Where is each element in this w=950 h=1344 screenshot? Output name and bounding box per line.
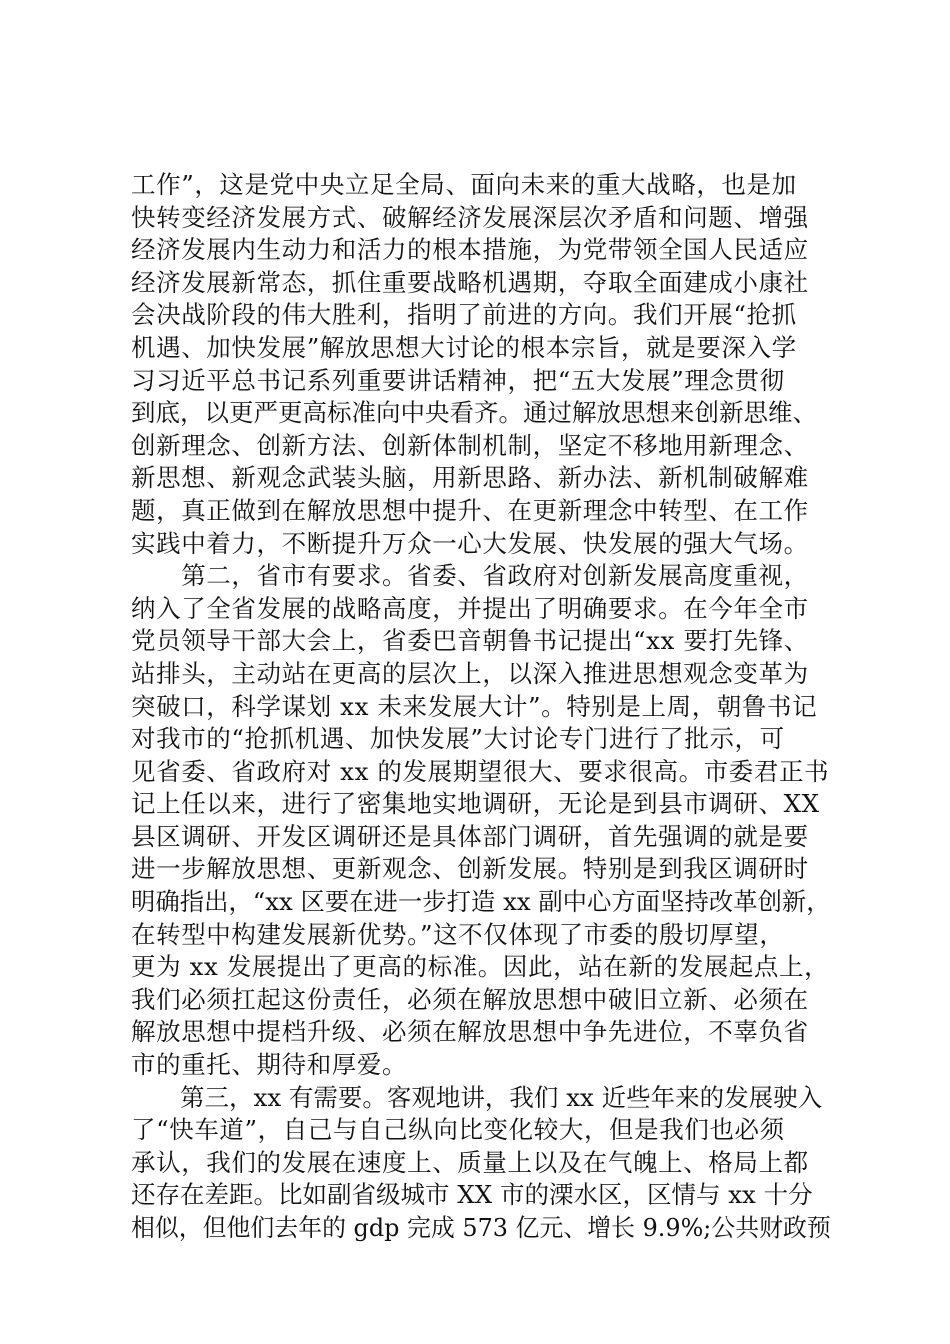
paragraph-start-line: 第二，省市有要求。省委、省政府对创新发展高度重视， [131, 561, 809, 591]
text-line: 县区调研、开发区调研还是具体部门调研，首先强调的就是要 [131, 821, 809, 851]
text-line: 相似，但他们去年的 gdp 完成 573 亿元、增长 9.9%;公共财政预 [131, 1213, 831, 1242]
text-line: 新思想、新观念武装头脑，用新思路、新办法、新机制破解难 [131, 463, 809, 493]
text-line: 明确指出，“xx 区要在进一步打造 xx 副中心方面坚持改革创新， [131, 887, 831, 917]
text-line: 了“快车道”，自己与自己纵向比变化较大，但是我们也必须 [131, 1115, 785, 1145]
paragraph-start-line: 第三，xx 有需要。客观地讲，我们 xx 近些年来的发展驶入 [131, 1082, 823, 1112]
text-line: 快转变经济发展方式、破解经济发展深层次矛盾和问题、增强 [131, 202, 809, 232]
text-line: 习习近平总书记系列重要讲话精神，把“五大发展”理念贯彻 [131, 365, 785, 395]
text-line: 我们必须扛起这份责任，必须在解放思想中破旧立新、必须在 [131, 984, 809, 1014]
text-line: 实践中着力，不断提升万众一心大发展、快发展的强大气场。 [131, 528, 809, 558]
text-line: 记上任以来，进行了密集地实地调研，无论是到县市调研、XX [131, 789, 820, 819]
text-line: 进一步解放思想、更新观念、创新发展。特别是到我区调研时 [131, 854, 809, 884]
text-line: 对我市的“抢抓机遇、加快发展”大讨论专门进行了批示，可 [131, 724, 785, 754]
text-line: 还存在差距。比如副省级城市 XX 市的溧水区，区情与 xx 十分 [131, 1180, 813, 1210]
text-line: 经济发展新常态，抓住重要战略机遇期，夺取全面建成小康社 [131, 267, 809, 297]
body-text [131, 169, 831, 1245]
text-line: 题，真正做到在解放思想中提升、在更新理念中转型、在工作 [131, 495, 809, 525]
text-line: 见省委、省政府对 xx 的发展期望很大、要求很高。市委君正书 [131, 756, 830, 786]
text-line: 经济发展内生动力和活力的根本措施，为党带领全国人民适应 [131, 235, 809, 265]
text-line: 机遇、加快发展”解放思想大讨论的根本宗旨，就是要深入学 [131, 332, 797, 362]
text-line: 突破口，科学谋划 xx 未来发展大计”。特别是上周，朝鲁书记 [131, 691, 818, 721]
text-line: 会决战阶段的伟大胜利，指明了前进的方向。我们开展“抢抓 [131, 300, 797, 330]
text-line: 站排头，主动站在更高的层次上，以深入推进思想观念变革为 [131, 658, 809, 688]
text-line: 党员领导干部大会上，省委巴音朝鲁书记提出“xx 要打先锋、 [131, 626, 809, 656]
text-line: 解放思想中提档升级、必须在解放思想中争先进位，不辜负省 [131, 1017, 809, 1047]
text-line: 更为 xx 发展提出了更高的标准。因此，站在新的发展起点上， [131, 952, 830, 982]
text-line: 市的重托、期待和厚爱。 [131, 1050, 408, 1080]
text-line: 工作”，这是党中央立足全局、面向未来的重大战略，也是加 [131, 170, 797, 199]
text-line: 到底，以更严更高标准向中央看齐。通过解放思想来创新思维、 [131, 398, 817, 428]
text-line: 承认，我们的发展在速度上、质量上以及在气魄上、格局上都 [131, 1147, 809, 1177]
text-line: 在转型中构建发展新优势。”这不仅体现了市委的殷切厚望， [131, 919, 785, 949]
text-line: 创新理念、创新方法、创新体制机制，坚定不移地用新理念、 [131, 430, 809, 460]
text-line: 纳入了全省发展的战略高度，并提出了明确要求。在今年全市 [131, 593, 809, 623]
